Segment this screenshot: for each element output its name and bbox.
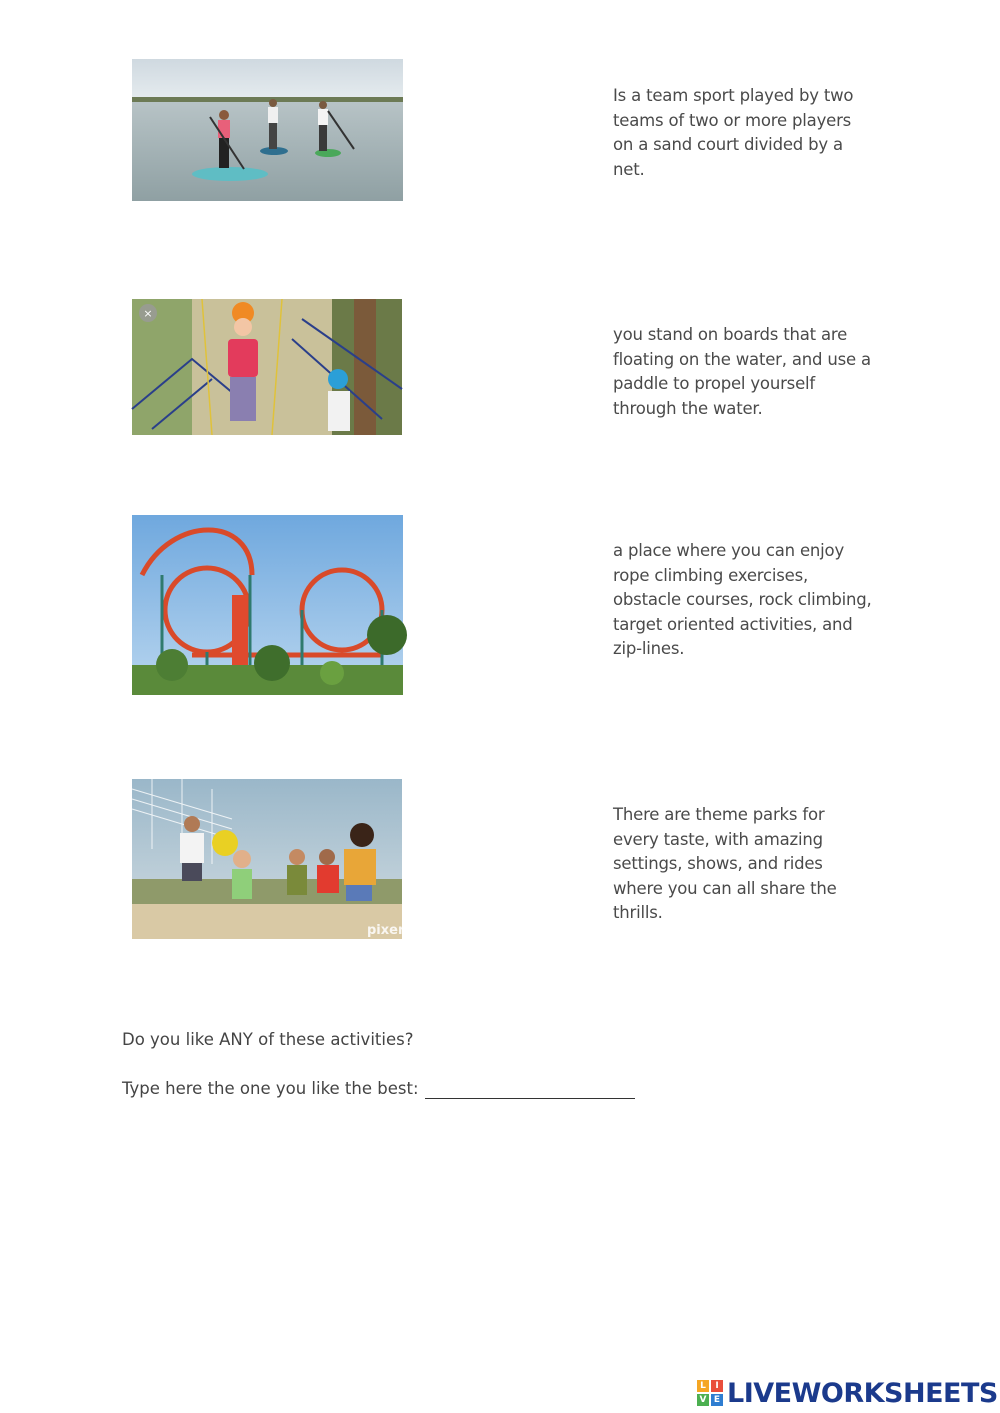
svg-text:×: × (143, 307, 153, 320)
logo-text: LIVEWORKSHEETS (727, 1377, 998, 1409)
activities-question: Do you like ANY of these activities? (122, 1030, 414, 1049)
rope-course-photo (132, 299, 402, 435)
roller-coaster-photo (132, 515, 403, 695)
liveworksheets-logo (697, 1376, 998, 1410)
pixers-watermark: pixers (367, 923, 413, 938)
beach-volleyball-photo (132, 779, 413, 939)
description-1: Is a team sport played by two teams of two or more players on a sand court divided by a net. (613, 86, 854, 179)
description-2: you stand on boards that are floating on the water, and use a paddle to propel yourself through the water. (613, 325, 871, 418)
logo-blocks-icon: L I V E (697, 1380, 723, 1406)
description-3: a place where you can enjoy rope climbing exercises, obstacle courses, rock climbing, target oriented activities, and zip-lines. (613, 541, 872, 658)
paddleboard-photo (132, 59, 403, 201)
answer-prompt: Type here the one you like the best: (122, 1079, 419, 1098)
description-4: There are theme parks for every taste, with amazing settings, shows, and rides where you can all share the thrills. (613, 805, 837, 922)
answer-input[interactable] (425, 1082, 635, 1099)
